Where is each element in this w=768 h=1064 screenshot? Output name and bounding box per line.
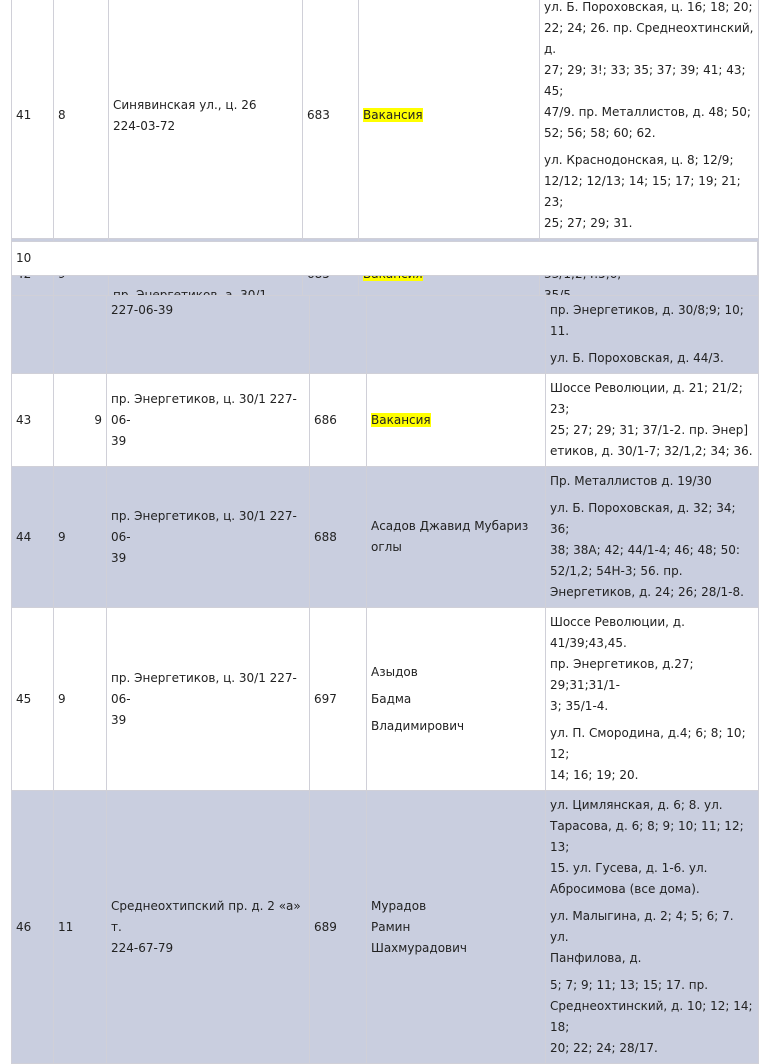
text-line: Энергетиков, д. 24; 26; 28/1-8.: [550, 585, 744, 599]
streets-cell: [546, 791, 759, 1064]
address-cell: [107, 608, 310, 791]
text-line: 39: [111, 550, 127, 565]
text-line: ул. Краснодонская, ц. 8; 12/9;: [544, 153, 734, 167]
row-number: 46: [12, 791, 54, 1064]
floor-cell: 8: [54, 0, 109, 239]
row-number: 43: [12, 374, 54, 467]
address-cell: [107, 374, 310, 467]
room-cell: [310, 296, 367, 374]
text-line: ул. Цимлянская, д. 6; 8. ул.: [550, 798, 723, 812]
table-row: [12, 242, 758, 276]
districts-table-bottom: [11, 295, 759, 1064]
text-line: Владимирович: [371, 718, 465, 733]
table-row: [12, 791, 759, 1064]
vacancy-badge: Вакансия: [363, 108, 423, 122]
text-line: пр. Энергетиков, д.27; 29;31;31/1-: [550, 657, 694, 692]
floor-cell: 11: [54, 791, 107, 1064]
floor-cell: 9: [54, 374, 107, 467]
text-line: 39: [111, 712, 127, 727]
table-row: [12, 608, 759, 791]
text-line: 39: [111, 433, 127, 448]
text-line: 224-03-72: [113, 118, 176, 133]
text-line: Азыдов: [371, 664, 418, 679]
text-line: Рамин: [371, 919, 411, 934]
text-line: 25; 27; 29; 31.: [544, 216, 633, 230]
text-line: Мурадов: [371, 898, 427, 913]
text-line: Синявинская ул., ц. 26: [113, 97, 257, 112]
text-line: 27; 29; 3!; 33; 35; 37; 39; 41; 43; 45;: [544, 63, 746, 98]
text-line: Шахмурадович: [371, 940, 468, 955]
address-cell: [109, 0, 303, 239]
table-row: [12, 296, 759, 374]
text-line: Шоссе Революции, д. 41/39;43,45.: [550, 615, 685, 650]
text-line: 14; 16; 19; 20.: [550, 768, 639, 782]
doctor-cell: [359, 0, 540, 239]
doctor-cell: [367, 791, 546, 1064]
text-line: етиков, д. 30/1-7; 32/1,2; 34; 36.: [550, 444, 753, 458]
vacancy-badge: Вакансия: [371, 412, 431, 427]
separator-table: [11, 241, 758, 276]
row-number: 41: [12, 0, 54, 239]
address-cell: 227-06-39: [107, 296, 310, 374]
doctor-cell: [367, 296, 546, 374]
text-line: 25; 27; 29; 31; 37/1-2. пр. Энер]: [550, 423, 749, 437]
room-cell: 686: [310, 374, 367, 467]
text-line: 3; 35/1-4.: [550, 699, 609, 713]
text-line: 15. ул. Гусева, д. 1-6. ул.: [550, 861, 708, 875]
text-line: ул. Малыгина, д. 2; 4; 5; 6; 7. ул.: [550, 909, 734, 944]
text-line: Панфилова, д.: [550, 951, 642, 965]
table-row: [12, 467, 759, 608]
text-line: 224-67-79: [111, 940, 174, 955]
streets-cell: [546, 296, 759, 374]
row-number: 44: [12, 467, 54, 608]
text-line: Пр. Металлистов д. 19/30: [550, 474, 712, 488]
streets-cell: [546, 467, 759, 608]
floor-cell: 9: [54, 467, 107, 608]
doctor-cell: [367, 467, 546, 608]
text-line: 5; 7; 9; 11; 13; 15; 17. пр.: [550, 978, 709, 992]
address-cell: [107, 791, 310, 1064]
room-cell: 689: [310, 791, 367, 1064]
text-line: 22; 24; 26. пр. Среднеохтинский, д.: [544, 21, 754, 56]
streets-cell: [546, 374, 759, 467]
room-cell: 688: [310, 467, 367, 608]
table-row: [12, 374, 759, 467]
text-line: Среднеохтинский, д. 10; 12; 14; 18;: [550, 999, 753, 1034]
table-row: [12, 0, 759, 239]
text-line: ул. Б. Пороховская, ц. 16; 18; 20;: [544, 0, 753, 14]
text-line: пр. Энергетиков, ц. 30/1 227-06-: [111, 670, 297, 706]
room-cell: 697: [310, 608, 367, 791]
text-line: Тарасова, д. 6; 8; 9; 10; 11; 12; 13;: [550, 819, 744, 854]
row-number: 45: [12, 608, 54, 791]
text-line: пр. Энергетиков, ц. 30/1 227-06-: [111, 508, 297, 544]
doctor-cell: [367, 608, 546, 791]
floor-cell: [54, 296, 107, 374]
text-line: 47/9. пр. Металлистов, д. 48; 50;: [544, 105, 751, 119]
floor-cell: 9: [54, 608, 107, 791]
text-line: оглы: [371, 540, 402, 554]
text-line: 20; 22; 24; 28/17.: [550, 1041, 658, 1055]
room-cell: 683: [303, 0, 359, 239]
text-line: Абросимова (все дома).: [550, 882, 700, 896]
text-line: 38; 38А; 42; 44/1-4; 46; 48; 50:: [550, 543, 740, 557]
text-line: Бадма: [371, 691, 412, 706]
doctor-cell: [367, 374, 546, 467]
text-line: 12/12; 12/13; 14; 15; 17; 19; 21; 23;: [544, 174, 741, 209]
text-line: 52/1,2; 54Н-3; 56. пр.: [550, 564, 683, 578]
row-number: [12, 296, 54, 374]
text-line: 52; 56; 58; 60; 62.: [544, 126, 656, 140]
text-line: Среднеохтипский пр. д. 2 «а» т.: [111, 898, 301, 934]
address-cell: [107, 467, 310, 608]
text-line: пр. Энергетиков, д. 30/8;9; 10; 11.: [550, 303, 744, 338]
text-line: ул. П. Смородина, д.4; 6; 8; 10; 12;: [550, 726, 746, 761]
text-line: Асадов Джавид Мубариз: [371, 519, 529, 533]
text-line: ул. Б. Пороховская, д. 32; 34; 36;: [550, 501, 736, 536]
separator-cell: 10: [12, 242, 758, 276]
text-line: ул. Б. Пороховская, д. 44/3.: [550, 351, 724, 365]
streets-cell: [546, 608, 759, 791]
text-line: пр. Энергетиков, ц. 30/1 227-06-: [111, 391, 297, 427]
streets-cell: [540, 0, 759, 239]
text-line: Шоссе Революции, д. 21; 21/2; 23;: [550, 381, 743, 416]
